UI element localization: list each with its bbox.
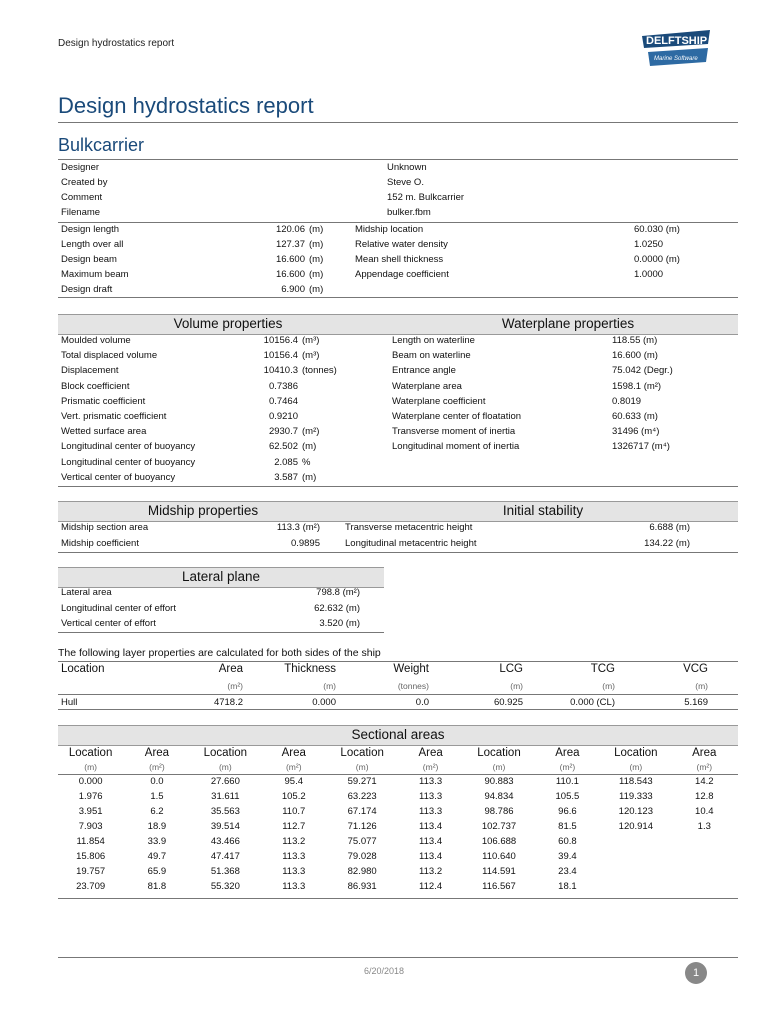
- sectional-cell: 71.126: [347, 821, 377, 832]
- layer-bottom-rule: [58, 709, 738, 710]
- volume-label: Wetted surface area: [61, 426, 147, 438]
- lateral-label: Vertical center of effort: [61, 618, 156, 629]
- sectional-cell: 6.2: [150, 806, 164, 817]
- dim-unit: (m): [309, 269, 324, 280]
- sectional-cell: 118.543: [619, 776, 653, 787]
- stability-label: Transverse metacentric height: [345, 522, 473, 533]
- layer-col-unit: (m²): [227, 681, 243, 691]
- sectional-col-header: Area: [281, 746, 306, 759]
- layer-col-header: VCG: [683, 663, 708, 675]
- sectional-cell: 7.903: [78, 821, 103, 832]
- info-label: Designer: [61, 162, 100, 173]
- stability-value: 134.22 (m): [644, 537, 690, 549]
- sectional-cell: 113.3: [419, 776, 443, 787]
- sectional-cell: 75.077: [347, 836, 377, 847]
- layer-top-rule: [58, 661, 738, 662]
- sectional-cell: 113.4: [419, 836, 443, 847]
- sectional-col-header: Area: [692, 746, 717, 759]
- waterplane-value: 16.600 (m): [612, 350, 658, 362]
- running-header: Design hydrostatics report: [58, 38, 175, 49]
- waterplane-label: Waterplane coefficient: [392, 395, 486, 407]
- sectional-cell: 90.883: [484, 776, 514, 787]
- sectional-cell: 94.834: [484, 791, 514, 802]
- volume-value: 10410.3: [263, 365, 298, 377]
- midship-label: Midship coefficient: [61, 537, 139, 549]
- sectional-cell: 81.5: [558, 821, 577, 832]
- dim-unit: (m): [309, 224, 324, 235]
- sectional-cell: 15.806: [76, 851, 106, 862]
- volume-label: Longitudinal center of buoyancy: [61, 456, 196, 468]
- midship-value: 0.9895: [290, 537, 320, 549]
- layer-col-header: TCG: [590, 663, 615, 675]
- volume-label: Moulded volume: [61, 335, 131, 346]
- volume-heading: Volume properties: [173, 316, 283, 331]
- sectional-cell: 113.4: [419, 851, 443, 862]
- sectional-cell: 3.951: [78, 806, 103, 817]
- sectional-cell: 1.3: [697, 821, 711, 832]
- info-label: Filename: [61, 207, 101, 218]
- sectional-cell: 43.466: [210, 836, 240, 847]
- dim-value: 16.600: [275, 269, 305, 280]
- layer-col-unit: (m): [323, 681, 336, 691]
- volume-bottom-rule: [58, 486, 738, 487]
- layer-caption: The following layer properties are calculated for both sides of the ship: [58, 647, 381, 659]
- sectional-header-row: [58, 745, 738, 760]
- volume-value: 0.7386: [268, 380, 298, 392]
- layer-cell: 60.925: [493, 697, 523, 708]
- table-row: [58, 849, 738, 864]
- table-row: [58, 819, 738, 834]
- waterplane-label: Beam on waterline: [392, 350, 471, 362]
- waterplane-label: Length on waterline: [392, 335, 475, 346]
- sectional-cell: 60.8: [558, 836, 577, 847]
- volume-value: 62.502: [268, 441, 298, 453]
- layer-col-unit: (m): [602, 681, 615, 691]
- dim-unit: (m): [309, 254, 324, 265]
- sectional-cell: 106.688: [481, 836, 517, 847]
- sectional-heading: Sectional areas: [351, 727, 445, 742]
- dim-value: 120.06: [275, 224, 305, 235]
- volume-unit: %: [302, 456, 311, 468]
- lateral-label: Longitudinal center of effort: [61, 602, 176, 614]
- sectional-cell: 59.271: [347, 776, 377, 787]
- volume-label: Prismatic coefficient: [61, 395, 146, 407]
- table-row: [58, 879, 738, 894]
- sectional-cell: 19.757: [76, 866, 106, 877]
- sectional-cell: 31.611: [211, 791, 240, 802]
- sectional-cell: [601, 864, 670, 879]
- sectional-cell: 55.320: [210, 881, 240, 892]
- dim-label: Design length: [61, 224, 120, 235]
- info-label: Comment: [61, 192, 103, 203]
- page-number: 1: [685, 962, 707, 984]
- sectional-col-unit: (m²): [149, 762, 165, 772]
- sectional-col-header: Location: [614, 746, 658, 759]
- stability-value: 6.688 (m): [649, 522, 690, 533]
- sectional-col-header: Area: [418, 746, 443, 759]
- sectional-cell: 67.174: [347, 806, 377, 817]
- info-value: bulker.fbm: [387, 207, 431, 218]
- table-row: [58, 864, 738, 879]
- sectional-col-unit: (m): [629, 762, 643, 772]
- dim-value: 1.0250: [634, 239, 664, 250]
- sectional-col-header: Location: [68, 746, 113, 759]
- dim-label: Design draft: [61, 284, 113, 295]
- sectional-cell: 86.931: [347, 881, 377, 892]
- sectional-cell: 12.8: [695, 791, 714, 802]
- sectional-cell: 120.914: [618, 821, 653, 832]
- page-title: Design hydrostatics report: [58, 93, 314, 118]
- volume-unit: (m): [302, 471, 317, 483]
- sectional-cell: 23.4: [558, 866, 577, 877]
- volume-value: 10156.4: [263, 350, 298, 362]
- dim-label: Maximum beam: [61, 269, 129, 280]
- layer-col-header: Thickness: [284, 663, 336, 675]
- dim-unit: (m): [309, 239, 324, 250]
- sectional-cell: [601, 849, 670, 864]
- sectional-cell: 113.4: [419, 821, 443, 832]
- sectional-cell: 113.2: [419, 866, 443, 877]
- sectional-cell: [671, 849, 738, 864]
- sectional-col-unit: (m): [84, 762, 97, 772]
- sectional-cell: 98.786: [484, 806, 514, 817]
- sectional-col-header: Location: [340, 746, 384, 759]
- dim-value: 6.900: [281, 284, 305, 295]
- sectional-cell: 96.6: [558, 806, 577, 817]
- sectional-cell: 47.417: [210, 851, 240, 862]
- layer-col-header: LCG: [499, 663, 523, 675]
- waterplane-label: Longitudinal moment of inertia: [392, 441, 520, 453]
- sectional-cell: 27.660: [210, 776, 240, 787]
- lateral-value: 3.520 (m): [319, 618, 360, 629]
- sectional-col-unit: (m²): [559, 762, 576, 772]
- stability-heading: Initial stability: [502, 503, 584, 518]
- sectional-cell: 11.854: [76, 836, 105, 847]
- volume-label: Vertical center of buoyancy: [61, 471, 176, 483]
- sectional-cell: [671, 834, 738, 849]
- info-value: Steve O.: [387, 177, 424, 188]
- ship-name: Bulkcarrier: [58, 135, 145, 155]
- sectional-cell: 39.514: [210, 821, 240, 832]
- lateral-heading: Lateral plane: [181, 569, 261, 584]
- sectional-table: [58, 745, 738, 894]
- waterplane-value: 1598.1 (m²): [612, 380, 662, 392]
- sectional-cell: 110.1: [555, 776, 579, 787]
- waterplane-value: 0.8019: [612, 395, 642, 407]
- sectional-cell: [601, 879, 670, 894]
- sectional-cell: 110.640: [482, 851, 516, 862]
- sectional-cell: 39.4: [558, 851, 577, 862]
- logo-subtext: Marine Software: [654, 56, 698, 62]
- sectional-cell: 63.223: [347, 791, 377, 802]
- sectional-header-rule: [58, 774, 738, 775]
- sectional-cell: 18.1: [558, 881, 577, 892]
- waterplane-value: 31496 (m⁴): [612, 426, 660, 438]
- sectional-col-unit: (m²): [422, 762, 439, 772]
- title-rule: [58, 122, 738, 123]
- sectional-unit-row: [58, 760, 738, 774]
- waterplane-label: Waterplane area: [392, 380, 462, 392]
- sectional-cell: 102.737: [481, 821, 517, 832]
- volume-label: Block coefficient: [61, 380, 130, 392]
- dim-value: 60.030 (m): [634, 224, 680, 235]
- layer-col-header: Weight: [393, 663, 429, 675]
- volume-value: 3.587: [274, 471, 298, 483]
- dim-label: Design beam: [61, 254, 117, 265]
- sectional-cell: 105.5: [555, 791, 580, 802]
- sectional-cell: [671, 864, 738, 879]
- dim-unit: (m): [309, 284, 324, 295]
- dim-label: Midship location: [355, 224, 424, 235]
- volume-label: Vert. prismatic coefficient: [61, 411, 167, 422]
- midship-heading: Midship properties: [147, 503, 259, 518]
- sectional-cell: 65.9: [147, 866, 167, 877]
- sectional-col-header: Location: [203, 746, 248, 759]
- volume-label: Longitudinal center of buoyancy: [61, 441, 196, 453]
- sectional-cell: 18.9: [147, 821, 167, 832]
- layer-col-unit: (m): [510, 681, 523, 691]
- sectional-cell: 10.4: [695, 806, 714, 817]
- sectional-cell: 120.123: [618, 806, 653, 817]
- waterplane-value: 1326717 (m⁴): [612, 441, 670, 453]
- waterplane-label: Transverse moment of inertia: [392, 426, 516, 438]
- dim-value: 16.600: [275, 254, 305, 265]
- layer-col-unit: (m): [695, 681, 708, 691]
- sectional-cell: 105.2: [281, 791, 306, 802]
- sectional-cell: 113.3: [419, 806, 443, 817]
- sectional-cell: 119.333: [619, 791, 653, 802]
- volume-value: 2930.7: [268, 426, 298, 438]
- dim-label: Mean shell thickness: [355, 254, 444, 265]
- dim-value: 1.0000: [634, 269, 664, 280]
- sectional-cell: 51.368: [210, 866, 240, 877]
- volume-label: Displacement: [61, 365, 119, 377]
- sectional-cell: 95.4: [284, 776, 303, 787]
- sectional-cell: 79.028: [347, 851, 377, 862]
- dims-bottom-rule: [58, 297, 738, 298]
- waterplane-label: Waterplane center of floatation: [392, 411, 522, 422]
- sectional-cell: 113.3: [282, 851, 306, 862]
- volume-value: 2.085: [274, 456, 298, 468]
- sectional-col-unit: (m): [355, 762, 369, 772]
- info-label: Created by: [61, 177, 108, 188]
- sectional-cell: [601, 834, 670, 849]
- layer-col-unit: (tonnes): [397, 681, 429, 691]
- sectional-cell: 110.7: [282, 806, 306, 817]
- layer-cell: Hull: [61, 697, 78, 708]
- sectional-col-unit: (m): [492, 762, 506, 772]
- layer-cell: 4718.2: [213, 697, 243, 708]
- lateral-header: [58, 567, 384, 588]
- dim-label: Appendage coefficient: [355, 269, 449, 280]
- sectional-col-header: Area: [555, 746, 580, 759]
- waterplane-label: Entrance angle: [392, 365, 456, 377]
- footer-rule: [58, 957, 738, 958]
- sectional-cell: 114.591: [482, 866, 516, 877]
- sectional-bottom-rule: [58, 898, 738, 899]
- stability-label: Longitudinal metacentric height: [345, 537, 477, 549]
- sectional-cell: 113.2: [282, 836, 306, 847]
- volume-value: 0.7464: [268, 395, 298, 407]
- midship-value: 113.3 (m²): [276, 522, 320, 533]
- layer-cell: 5.169: [684, 697, 708, 708]
- lateral-bottom-rule: [58, 632, 384, 633]
- layer-col-header: Location: [61, 663, 105, 675]
- sectional-cell: 112.4: [419, 881, 443, 892]
- lateral-value: 62.632 (m): [314, 602, 360, 614]
- volume-label: Total displaced volume: [61, 350, 158, 362]
- layer-header-rule: [58, 694, 738, 695]
- midship-bottom-rule: [58, 552, 738, 553]
- sectional-cell: 35.563: [210, 806, 240, 817]
- table-row: [58, 789, 738, 804]
- layer-col-header: Area: [218, 663, 243, 675]
- info-value: 152 m. Bulkcarrier: [387, 192, 465, 203]
- volume-unit: (m³): [302, 335, 320, 346]
- layer-cell: 0.000: [312, 697, 336, 708]
- table-row: [58, 804, 738, 819]
- dim-label: Relative water density: [355, 239, 448, 250]
- sectional-cell: 112.7: [282, 821, 306, 832]
- sectional-col-unit: (m²): [285, 762, 302, 772]
- dim-label: Length over all: [61, 239, 124, 250]
- lateral-value: 798.8 (m²): [316, 587, 360, 598]
- sectional-cell: 1.976: [78, 791, 103, 802]
- volume-unit: (m²): [302, 426, 320, 438]
- sectional-cell: 116.567: [482, 881, 516, 892]
- sectional-col-header: Location: [477, 746, 521, 759]
- volume-value: 10156.4: [263, 335, 298, 346]
- layer-cell: 0.0: [415, 697, 429, 708]
- info-top-rule: [58, 159, 738, 160]
- sectional-cell: 113.3: [419, 791, 443, 802]
- sectional-cell: 33.9: [147, 836, 167, 847]
- sectional-cell: 1.5: [150, 791, 164, 802]
- sectional-areas-table: [58, 745, 738, 894]
- logo-text: DELFTSHIP: [646, 35, 708, 47]
- info-mid-rule: [58, 222, 738, 223]
- sectional-col-unit: (m²): [696, 762, 713, 772]
- volume-value: 0.9210: [268, 411, 298, 422]
- sectional-cell: [671, 879, 738, 894]
- sectional-cell: 113.3: [282, 881, 306, 892]
- midship-label: Midship section area: [61, 522, 149, 533]
- lateral-label: Lateral area: [61, 587, 112, 598]
- sectional-cell: 49.7: [147, 851, 167, 862]
- waterplane-heading: Waterplane properties: [501, 316, 635, 331]
- table-row: [58, 774, 738, 789]
- sectional-cell: 0.000: [78, 776, 103, 787]
- midship-stability-header: [58, 501, 738, 522]
- table-row: [58, 834, 738, 849]
- dim-value: 0.0000 (m): [634, 254, 680, 265]
- sectional-cell: 0.0: [150, 776, 164, 787]
- layer-cell: 0.000 (CL): [570, 697, 615, 708]
- sectional-header: [58, 725, 738, 746]
- sectional-cell: 113.3: [282, 866, 306, 877]
- delftship-logo: [640, 28, 712, 70]
- dim-value: 127.37: [275, 239, 305, 250]
- waterplane-value: 60.633 (m): [612, 411, 658, 422]
- info-value: Unknown: [387, 162, 427, 173]
- waterplane-value: 118.55 (m): [612, 335, 658, 346]
- sectional-col-header: Area: [144, 746, 170, 759]
- volume-unit: (m): [302, 441, 317, 453]
- volume-waterplane-header: [58, 314, 738, 335]
- sectional-cell: 14.2: [695, 776, 714, 787]
- volume-unit: (tonnes): [302, 365, 337, 377]
- footer-date: 6/20/2018: [363, 966, 405, 976]
- sectional-cell: 82.980: [347, 866, 377, 877]
- sectional-col-unit: (m): [218, 762, 232, 772]
- sectional-cell: 81.8: [147, 881, 167, 892]
- volume-unit: (m³): [302, 350, 320, 362]
- waterplane-value: 75.042 (Degr.): [612, 365, 673, 377]
- sectional-cell: 23.709: [76, 881, 106, 892]
